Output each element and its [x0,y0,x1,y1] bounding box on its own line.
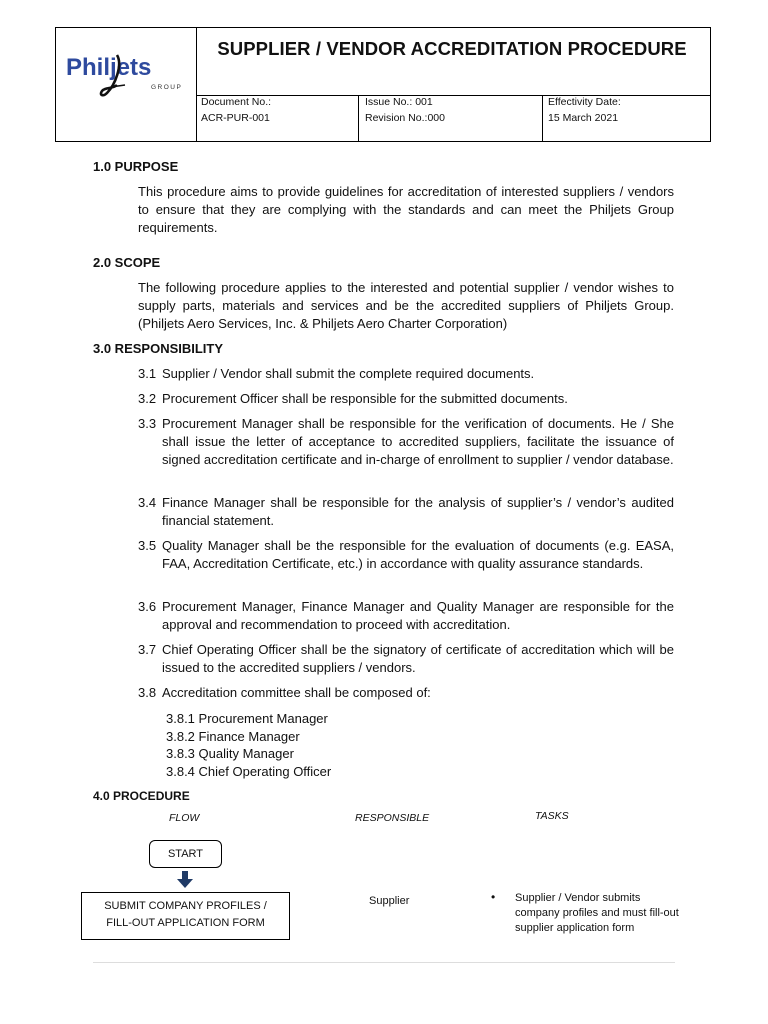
doc-no-value: ACR-PUR-001 [201,112,270,124]
effectivity-label: Effectivity Date: [548,96,621,108]
item-number: 3.1 [138,366,157,381]
footer-divider [93,962,675,963]
header-divider-2 [542,96,543,142]
col-responsible-header: RESPONSIBLE [355,812,430,824]
committee-member: 3.8.1 Procurement Manager [166,711,328,726]
step1-bullet: • [491,890,496,904]
col-flow-header: FLOW [169,812,200,824]
item-text: Finance Manager shall be responsible for the analysis of supplier’s / vendor’s audited financial statement. [162,495,674,528]
item-text: Procurement Manager, Finance Manager and Quality Manager are responsible for the approval and recommendation to proceed with accreditation. [162,599,674,632]
item-text: Accreditation committee shall be composed of: [162,685,431,700]
committee-member: 3.8.3 Quality Manager [166,746,294,761]
step-label-line2: FILL-OUT APPLICATION FORM [106,917,265,929]
scope-heading: 2.0 SCOPE [93,255,161,270]
item-text: Supplier / Vendor shall submit the complete required documents. [162,366,535,381]
item-number: 3.5 [138,538,157,553]
purpose-heading: 1.0 PURPOSE [93,159,179,174]
philjets-logo [65,45,187,105]
responsibility-item [138,641,674,677]
philjets-logo-icon [65,45,187,105]
scope-text: The following procedure applies to the interested and potential supplier / vendor wishes to supply parts, materials and services and be the accredited suppliers of Philjets Group. (Philjets Aero Services, Inc. & Philjets Aero Charter Corporation) [138,280,674,331]
item-text: Procurement Officer shall be responsible for the submitted documents. [162,391,568,406]
step-label-line1: SUBMIT COMPANY PROFILES / [104,900,267,912]
flow-step-submit [81,892,290,940]
step1-responsible: Supplier [369,895,410,907]
logo-wordmark: Philjets [66,54,152,81]
step1-task: Supplier / Vendor submits company profiles and must fill-out supplier application form [515,892,679,934]
item-number: 3.7 [138,642,157,657]
start-label: START [167,848,204,860]
revision-no: Revision No.:000 [365,112,445,124]
item-number: 3.4 [138,495,157,510]
col-tasks-header: TASKS [535,810,569,822]
responsibility-item [138,365,674,383]
logo-cell [55,27,197,142]
effectivity-value: 15 March 2021 [548,112,619,124]
purpose-text: This procedure aims to provide guidelines for accreditation of interested suppliers / vendors to ensure that they are complying with the standards and can meet the Philjets Group requirements. [138,184,674,235]
issue-no: Issue No.: 001 [365,96,433,108]
flow-start-node [149,840,222,868]
document-title: SUPPLIER / VENDOR ACCREDITATION PROCEDURE [217,38,687,59]
procedure-heading: 4.0 PROCEDURE [93,789,190,803]
item-text: Quality Manager shall be the responsible for the evaluation of documents (e.g. EASA, FAA, Accreditation Certificate, etc.) in accordance with quality assurance standards. [162,538,674,571]
item-number: 3.3 [138,416,157,431]
header-divider-1 [358,96,359,142]
item-number: 3.2 [138,391,157,406]
responsibility-item [138,494,674,530]
responsibility-heading: 3.0 RESPONSIBILITY [93,341,224,356]
responsibility-item [138,598,674,634]
logo-sub-wordmark: GROUP [151,84,183,91]
doc-no-label: Document No.: [201,96,272,108]
committee-member: 3.8.2 Finance Manager [166,729,300,744]
responsibility-item [138,537,674,573]
responsibility-item [138,684,674,702]
flow-arrow-icon [177,871,193,889]
item-number: 3.6 [138,599,157,614]
item-text: Procurement Manager shall be responsible for the verification of documents. He / She shall issue the letter of acceptance to accredited suppliers, facilitate the issuance of signed accreditation certificate and in-charge of enrollment to supplier / vendor database. [162,416,674,467]
item-text: Chief Operating Officer shall be the signatory of certificate of accreditation which will be issued to the accredited suppliers / vendors. [162,642,674,675]
responsibility-item [138,390,674,408]
item-number: 3.8 [138,685,157,700]
committee-member: 3.8.4 Chief Operating Officer [166,764,332,779]
responsibility-item [138,415,674,469]
